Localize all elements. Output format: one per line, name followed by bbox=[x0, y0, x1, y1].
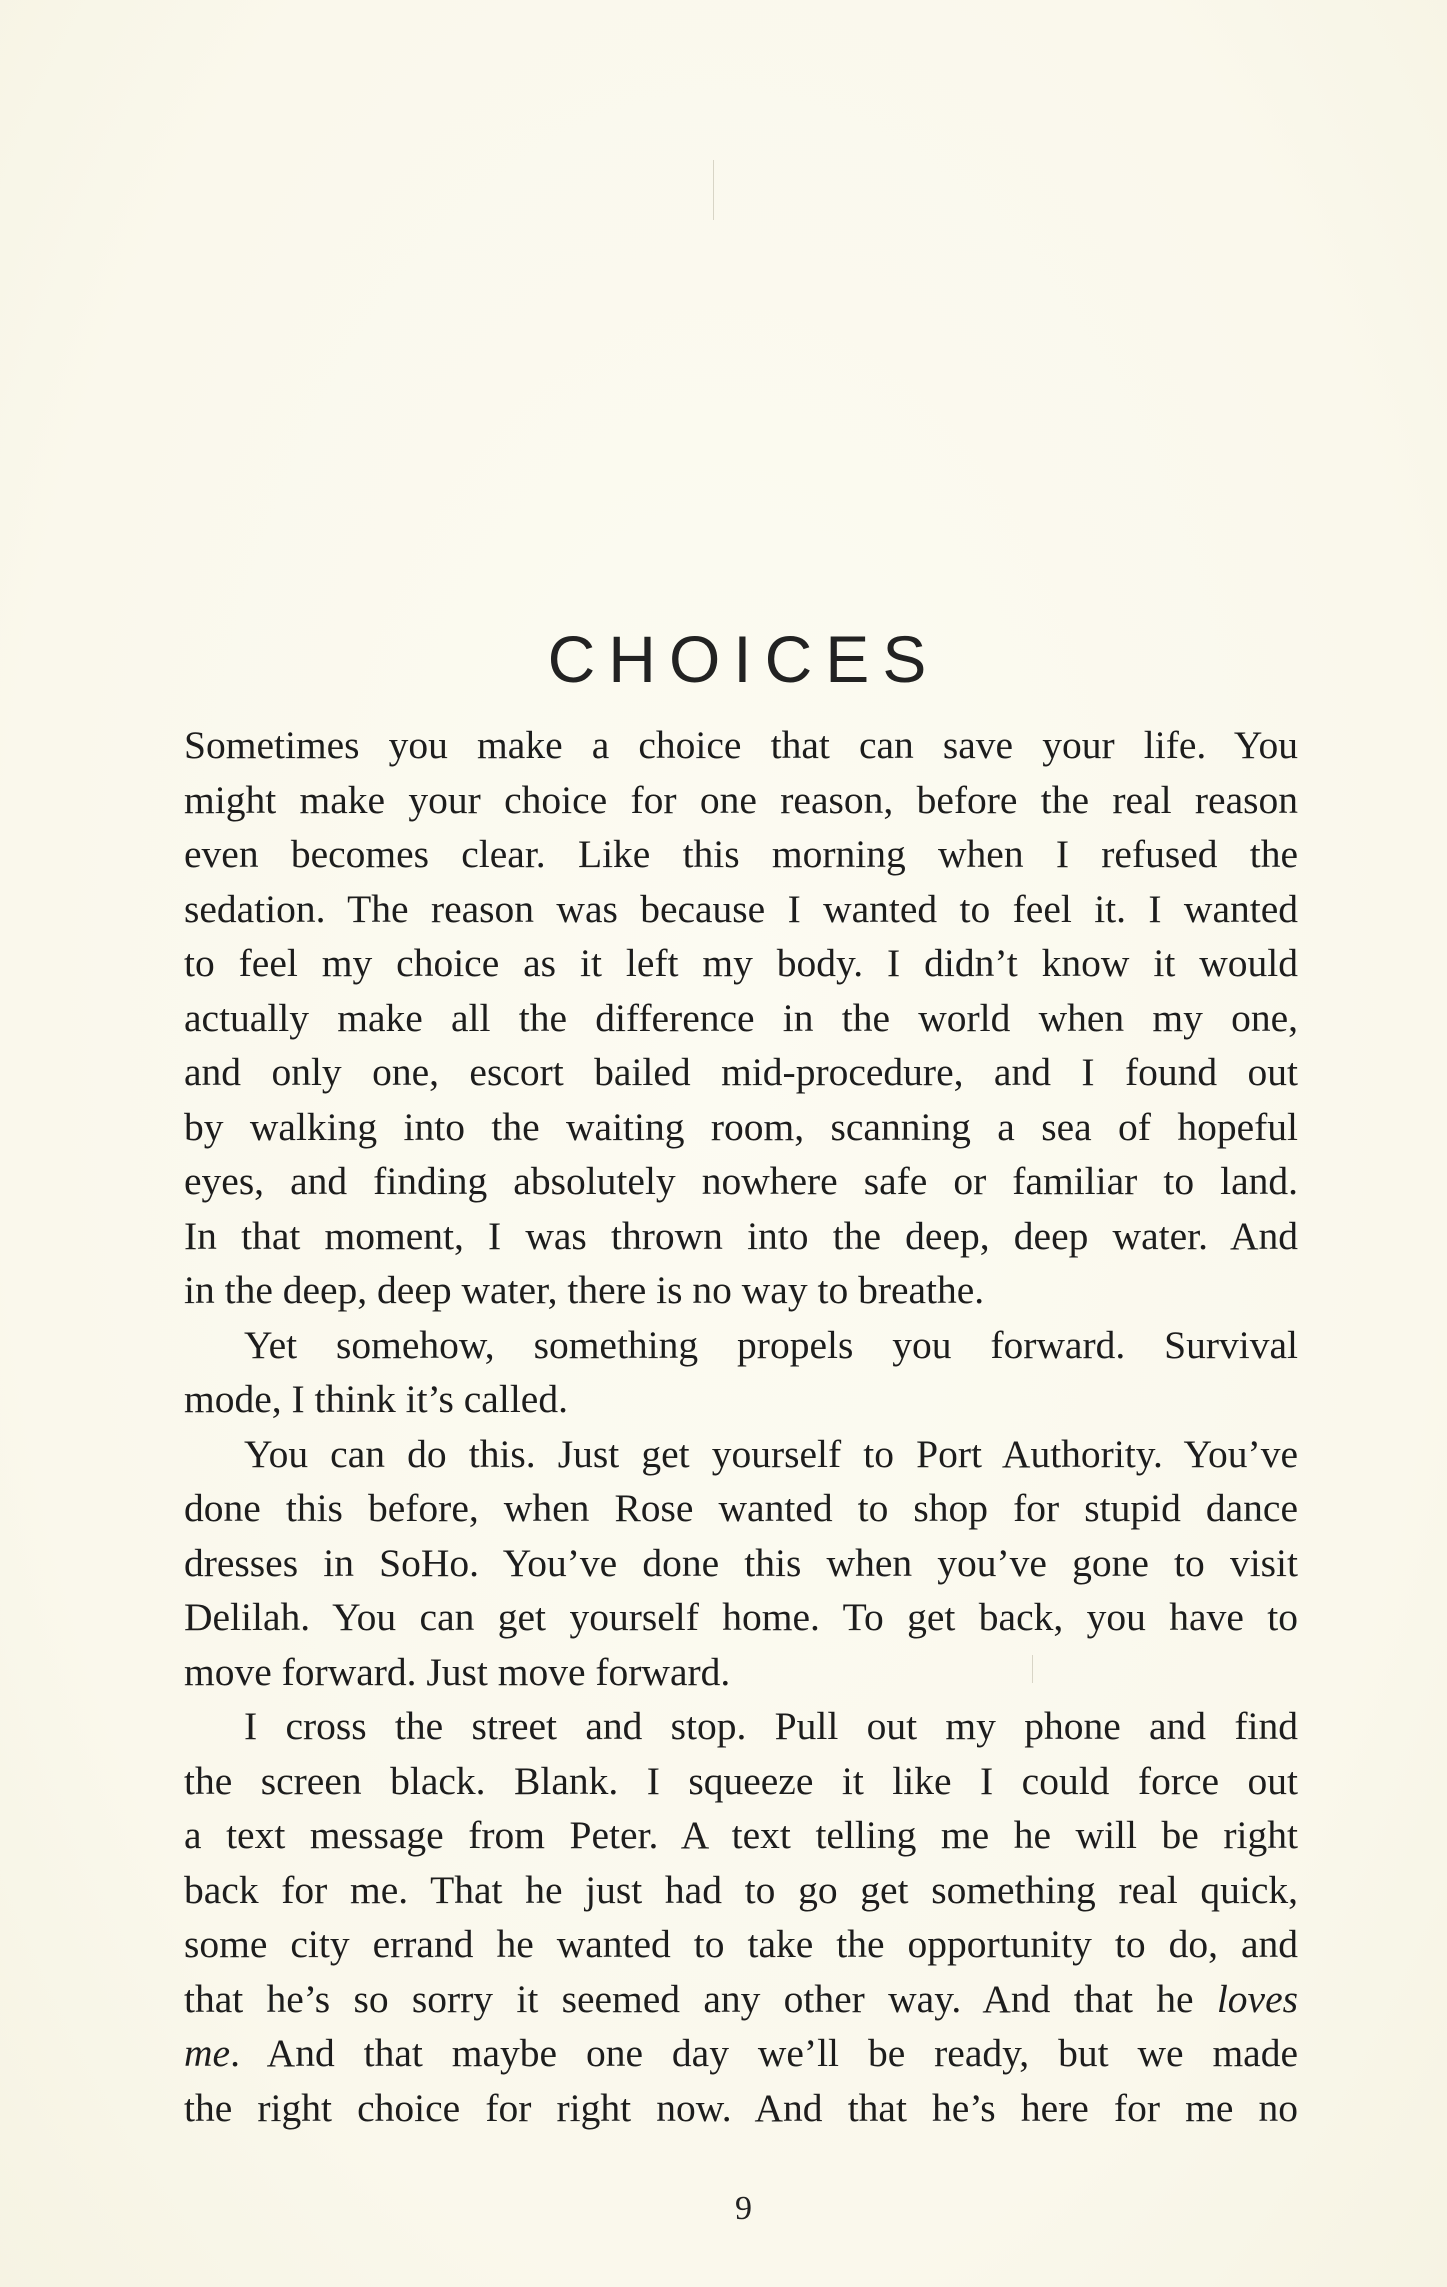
text-line: the screen black. Blank. I squeeze it like I could force out bbox=[184, 1758, 1298, 1803]
text-line: by walking into the waiting room, scanning a sea of hopeful bbox=[184, 1104, 1298, 1149]
body-text bbox=[184, 718, 1298, 2135]
text-line: eyes, and finding absolutely nowhere safe or familiar to land. bbox=[184, 1159, 1298, 1203]
text-line: You can do this. Just get yourself to Port Authority. You’ve bbox=[244, 1431, 1298, 1476]
text-line: might make your choice for one reason, before the real reason bbox=[184, 777, 1298, 822]
text-line: done this before, when Rose wanted to shop for stupid dance bbox=[184, 1486, 1298, 1530]
chapter-title: CHOICES bbox=[547, 622, 940, 697]
text-line: even becomes clear. Like this morning when I refused the bbox=[184, 832, 1298, 876]
scan-mark bbox=[713, 160, 714, 220]
text-line: Sometimes you make a choice that can save your life. You bbox=[184, 723, 1298, 767]
emphasis-text: loves bbox=[1216, 1976, 1298, 2021]
text-line: the right choice for right now. And that he’s here for me no bbox=[184, 2085, 1298, 2130]
text-line: Delilah. You can get yourself home. To get back, you have to bbox=[184, 1595, 1298, 1639]
text-line: me. And that maybe one day we’ll be ready, but we made bbox=[184, 2031, 1298, 2075]
emphasis-text: me bbox=[184, 2031, 231, 2075]
text-line: dresses in SoHo. You’ve done this when you’ve gone to visit bbox=[184, 1540, 1298, 1585]
text-line: some city errand he wanted to take the opportunity to do, and bbox=[184, 1922, 1298, 1966]
text-line: back for me. That he just had to go get something real quick, bbox=[184, 1867, 1298, 1912]
text-line: In that moment, I was thrown into the deep, deep water. And bbox=[184, 1213, 1298, 1258]
text-line: I cross the street and stop. Pull out my phone and find bbox=[244, 1704, 1298, 1748]
text-line: to feel my choice as it left my body. I didn’t know it would bbox=[184, 941, 1298, 985]
text-line: sedation. The reason was because I wanted to feel it. I wanted bbox=[184, 886, 1298, 931]
text-line: mode, I think it’s called. bbox=[184, 1377, 568, 1421]
page-number: 9 bbox=[735, 2190, 752, 2227]
text-line: that he’s so sorry it seemed any other way. And that he loves bbox=[184, 1976, 1298, 2021]
text-line: in the deep, deep water, there is no way to breathe. bbox=[184, 1268, 985, 1312]
text-line: a text message from Peter. A text telling me he will be right bbox=[184, 1813, 1298, 1857]
text-line: and only one, escort bailed mid-procedure, and I found out bbox=[184, 1050, 1298, 1094]
text-line: Yet somehow, something propels you forward. Survival bbox=[244, 1322, 1298, 1367]
text-line: move forward. Just move forward. bbox=[184, 1649, 731, 1694]
text-line: actually make all the difference in the world when my one, bbox=[184, 995, 1298, 1040]
